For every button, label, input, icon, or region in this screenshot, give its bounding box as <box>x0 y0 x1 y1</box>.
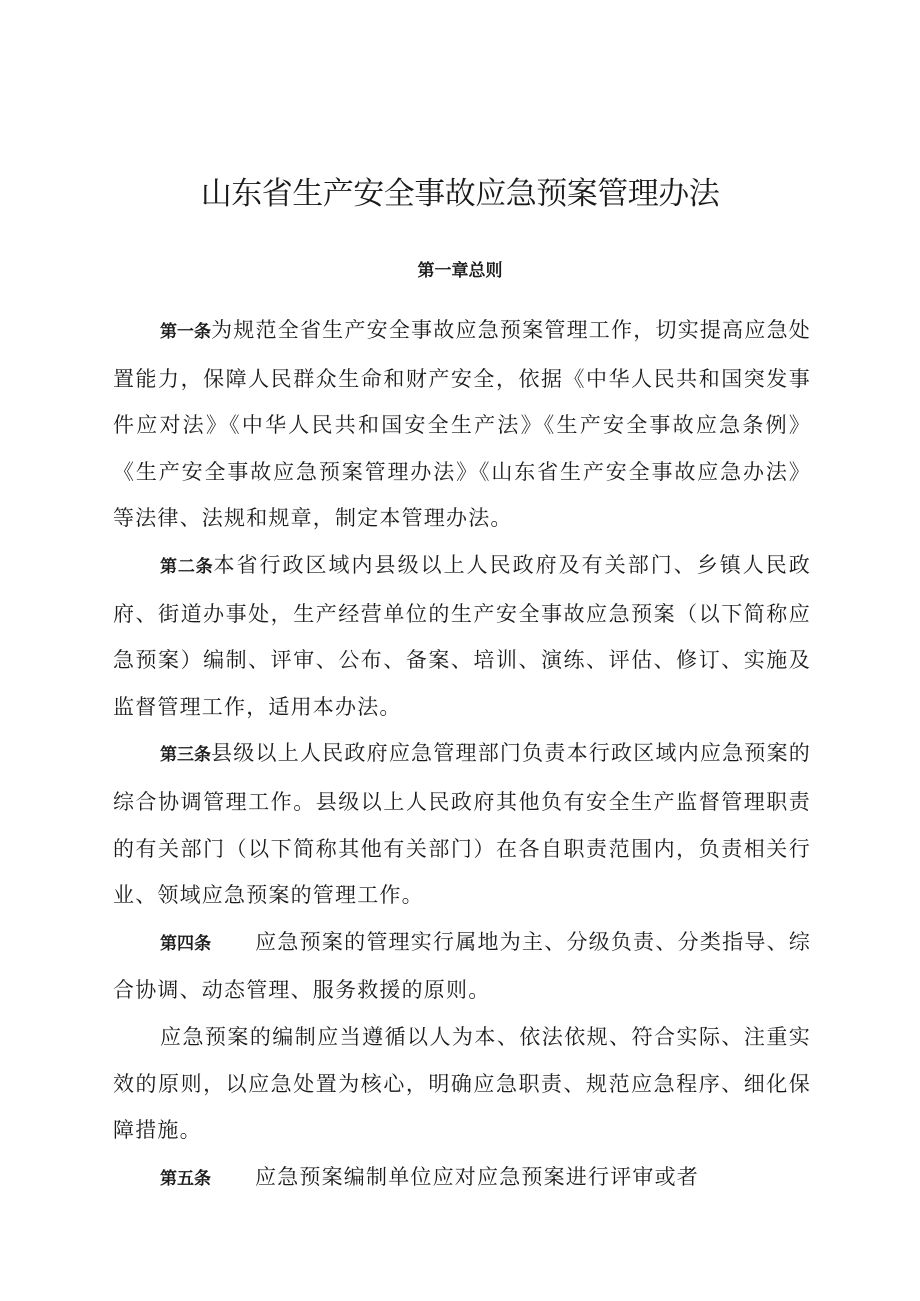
document-body <box>113 307 811 1202</box>
chapter-heading: 第一章总则 <box>417 261 503 281</box>
document-title: 山东省生产安全事故应急预案管理办法 <box>200 176 720 212</box>
article-text: 为规范全省生产安全事故应急预案管理工作，切实提高应急处置能力，保障人民群众生命和财产安全，依据《中华人民共和国突发事件应对法》《中华人民共和国安全生产法》《生产安全事故应急条例》《生产安全事故应急预案管理办法》《山东省生产安全事故应急办法》等法律、法规和规章，制定本管理办法。 <box>113 318 811 531</box>
article-4 <box>113 919 811 1014</box>
article-4-paragraph-2 <box>113 1014 811 1154</box>
article-label: 第三条 <box>160 745 212 766</box>
article-label: 第五条 <box>160 1168 211 1189</box>
article-text: 应急预案的管理实行属地为主、分级负责、分类指导、综合协调、动态管理、服务救援的原则。 <box>113 929 811 1003</box>
article-text: 应急预案编制单位应对应急预案进行评审或者 <box>255 1164 699 1189</box>
article-text: 本省行政区域内县级以上人民政府及有关部门、乡镇人民政府、街道办事处，生产经营单位的生产安全事故应急预案（以下简称应急预案）编制、评审、公布、备案、培训、演练、评估、修订、实施及监督管理工作，适用本办法。 <box>113 552 812 719</box>
article-label: 第二条 <box>160 556 214 577</box>
article-3 <box>113 730 811 918</box>
article-text: 应急预案的编制应当遵循以人为本、依法依规、符合实际、注重实效的原则，以应急处置为核心，明确应急职责、规范应急程序、细化保障措施。 <box>113 1024 811 1143</box>
article-5 <box>113 1154 811 1203</box>
article-2 <box>113 542 811 730</box>
article-1 <box>113 307 811 542</box>
article-label: 第四条 <box>160 933 212 954</box>
article-text: 县级以上人民政府应急管理部门负责本行政区域内应急预案的综合协调管理工作。县级以上人民政府其他负有安全生产监督管理职责的有关部门（以下简称其他有关部门）在各自职责范围内，负责相关行业、领域应急预案的管理工作。 <box>113 741 811 908</box>
article-label: 第一条 <box>160 322 212 342</box>
